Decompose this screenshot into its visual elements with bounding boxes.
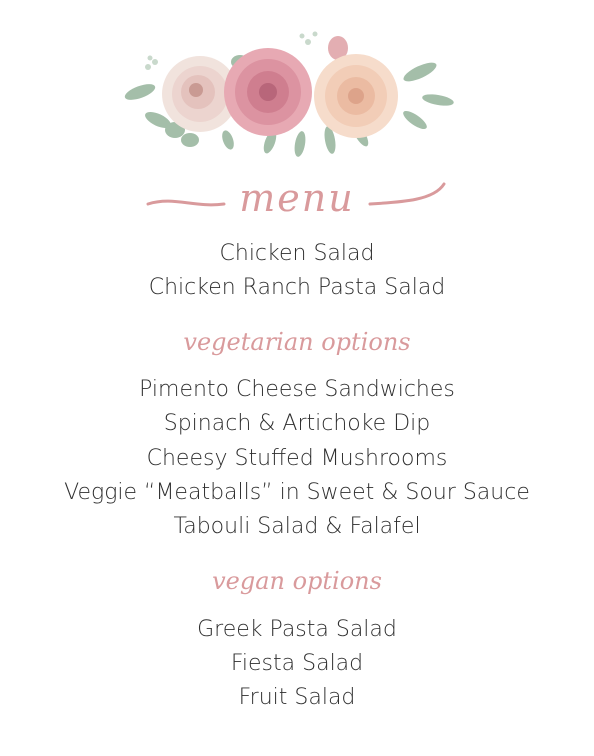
menu-item: Cheesy Stuffed Mushrooms bbox=[146, 446, 448, 471]
menu-item: Fiesta Salad bbox=[230, 651, 364, 676]
vegetarian-heading: vegetarian options bbox=[183, 328, 411, 356]
menu-title-text: menu bbox=[239, 176, 355, 220]
floral-bouquet-illustration bbox=[120, 22, 470, 172]
menu-item: Tabouli Salad & Falafel bbox=[173, 514, 421, 539]
menu-title bbox=[0, 174, 594, 224]
menu-item: Fruit Salad bbox=[238, 685, 356, 710]
menu-item: Chicken Ranch Pasta Salad bbox=[148, 275, 446, 300]
menu-item: Pimento Cheese Sandwiches bbox=[139, 377, 455, 402]
menu-item: Greek Pasta Salad bbox=[197, 617, 397, 642]
menu-item: Veggie “Meatballs” in Sweet & Sour Sauce bbox=[64, 480, 530, 505]
menu-item: Chicken Salad bbox=[219, 241, 375, 266]
menu-item: Spinach & Artichoke Dip bbox=[163, 411, 431, 436]
vegan-heading: vegan options bbox=[212, 567, 382, 595]
